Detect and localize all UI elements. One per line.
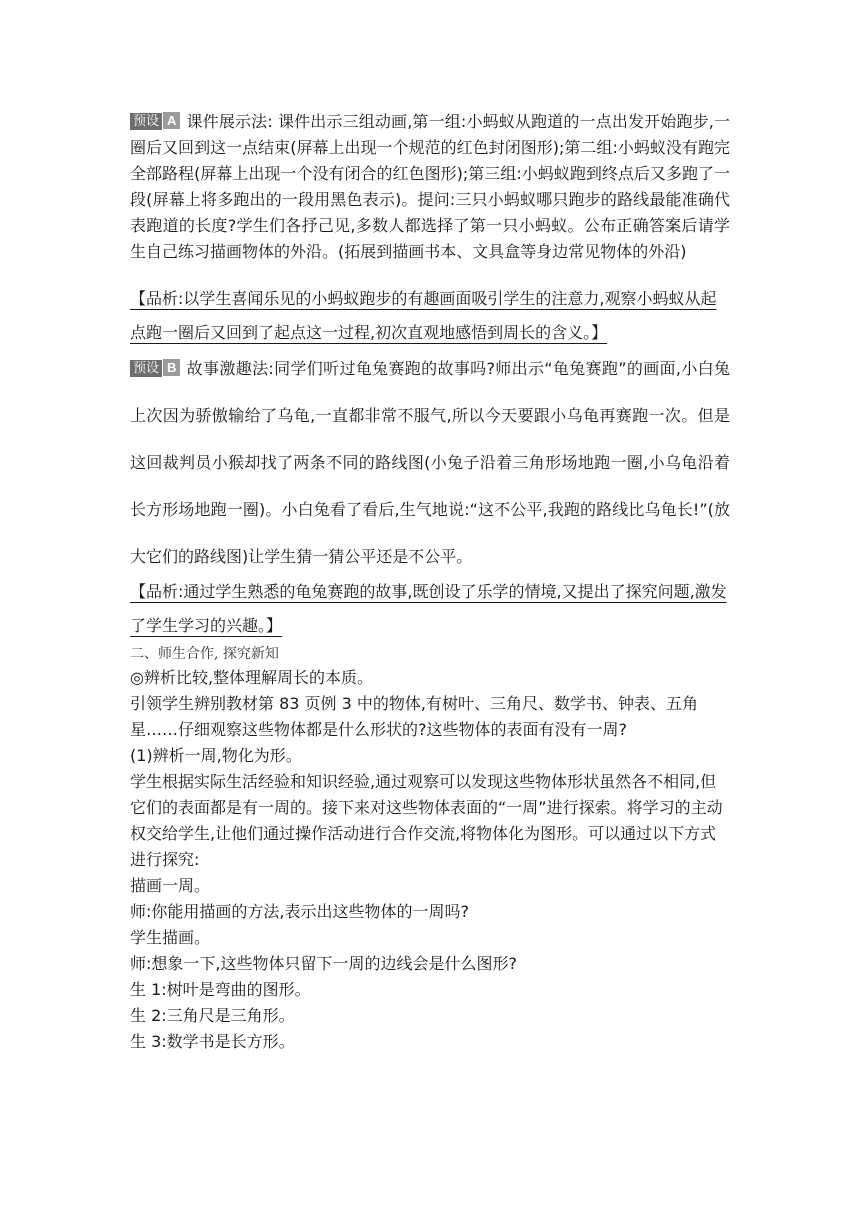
preset-tag-letter: A (163, 112, 180, 129)
preset-b-tag (130, 343, 180, 390)
analysis-b-text: 【品析:通过学生熟悉的龟兔赛跑的故事,既创设了乐学的情境,又提出了探究问题,激发了学生学习的兴趣。】 (130, 582, 727, 635)
section-heading: 二、师生合作, 探究新知 (130, 646, 279, 662)
section-line: 学生描画。 (130, 928, 211, 947)
preset-a-tag (130, 107, 180, 133)
section-line: ◎辨析比较,整体理解周长的本质。 (130, 668, 374, 687)
section-2-block (130, 643, 730, 1055)
preset-tag-label: 预设 (130, 113, 162, 130)
analysis-a-block (130, 282, 730, 350)
section-line: (1)辨析一周,物化为形。 (130, 746, 302, 765)
section-line: 师:你能用描画的方法,表示出这些物体的一周吗? (130, 902, 469, 921)
preset-a-text: 课件展示法: 课件出示三组动画,第一组:小蚂蚁从跑道的一点出发开始跑步,一圈后又回到这一点结束(屏幕上出现一个规范的红色封闭图形);第二组:小蚂蚁没有跑完全部路程(屏幕上出现一个没有闭合的红色图形);第三组:小蚂蚁跑到终点后又多跑了一段(屏幕上将多跑出的一段用黑色表示)。提问:三只小蚂蚁哪只跑步的路线最能准确代表跑道的长度?学生们各抒己见,多数人都选择了第一只小蚂蚁。公布正确答案后请学生自己练习描画物体的外沿。(拓展到描画书本、文具盒等身边常见物体的外沿) (130, 112, 730, 261)
section-line: 师:想象一下,这些物体只留下一周的边线会是什么图形? (130, 954, 517, 973)
preset-tag-letter: B (163, 359, 180, 376)
preset-a-paragraph (130, 107, 730, 265)
analysis-b-block (130, 575, 730, 643)
section-line: 学生根据实际生活经验和知识经验,通过观察可以发现这些物体形状虽然各不相同,但它们的表面都是有一周的。接下来对这些物体表面的“一周”进行探索。将学习的主动权交给学生,让他们通过操作活动进行合作交流,将物体化为图形。可以通过以下方式进行探究: (130, 772, 723, 869)
section-line: 引领学生辨别教材第 83 页例 3 中的物体,有树叶、三角尺、数学书、钟表、五角星……仔细观察这些物体都是什么形状的?这些物体的表面有没有一周? (130, 694, 698, 739)
preset-b-block (130, 343, 730, 580)
preset-b-paragraph (130, 343, 730, 580)
section-line: 生 2:三角尺是三角形。 (130, 1006, 295, 1025)
preset-a-block (130, 107, 730, 265)
section-line: 生 1:树叶是弯曲的图形。 (130, 980, 311, 999)
analysis-a-text: 【品析:以学生喜闻乐见的小蚂蚁跑步的有趣画面吸引学生的注意力,观察小蚂蚁从起点跑一圈后又回到了起点这一过程,初次直观地感悟到周长的含义。】 (130, 289, 717, 342)
preset-b-text: 故事激趣法:同学们听过龟兔赛跑的故事吗?师出示“龟兔赛跑”的画面,小白兔上次因为骄傲输给了乌龟,一直都非常不服气,所以今天要跟小乌龟再赛跑一次。但是这回裁判员小猴却找了两条不同的路线图(小兔子沿着三角形场地跑一圈,小乌龟沿着长方形场地跑一圈)。小白兔看了看后,生气地说:“这不公平,我跑的路线比乌龟长!”(放大它们的路线图)让学生猜一猜公平还是不公平。 (130, 359, 730, 566)
section-line: 描画一周。 (130, 876, 211, 895)
preset-tag-label: 预设 (130, 360, 162, 377)
section-line: 生 3:数学书是长方形。 (130, 1032, 295, 1051)
